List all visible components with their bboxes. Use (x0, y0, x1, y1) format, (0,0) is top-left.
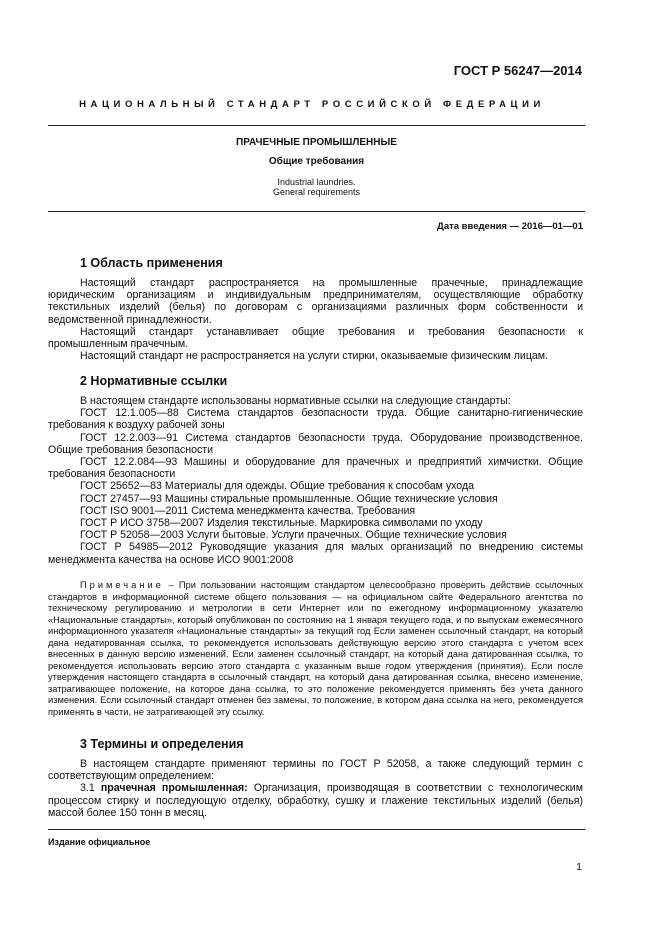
top-divider (48, 125, 585, 126)
reference-item: ГОСТ 12.2.084—93 Машины и оборудование для прачечных и предприятий химчистки. Общие требования безопасности (48, 456, 583, 481)
section-1-heading: 1 Область применения (80, 256, 223, 270)
section-3-heading: 3 Термины и определения (80, 737, 244, 751)
national-standard-heading: НАЦИОНАЛЬНЫЙ СТАНДАРТ РОССИЙСКОЙ ФЕДЕРАЦИИ (79, 99, 545, 110)
official-edition-label: Издание официальное (48, 837, 151, 847)
paragraph: В настоящем стандарте применяют термины по ГОСТ Р 52058, а также следующий термин с соответствующим определением: (48, 758, 583, 783)
title-divider (48, 211, 585, 212)
document-number: ГОСТ Р 56247—2014 (453, 63, 582, 78)
term-definition (48, 782, 583, 819)
reference-item: ГОСТ 27457—93 Машины стиральные промышленные. Общие технические условия (80, 492, 498, 505)
section-2-body (48, 395, 583, 566)
reference-item: ГОСТ 25652—83 Материалы для одежды. Общие требования к способам ухода (80, 480, 475, 493)
section-2-heading: 2 Нормативные ссылки (80, 374, 228, 388)
note-text: – При пользовании настоящим стандартом целесообразно проверить действие ссылочных стандартов в информационной системе общего пользования — на официальном сайте Федерального агентства по техническому регулированию и метрологии в сети Интернет или по ежегодному информационному указателю «Национальные стандарты», который опубликован по состоянию на 1 января текущего года, и по выпускам ежемесячного информационного указателя «Национальные стандарты» за текущий год Если заменен ссылочный стандарт, на который дана недатированная ссылка, то рекомендуется использовать действующую версию этого стандарта с учетом всех внесенных в данную версию изменений. Если заменен ссылочный стандарт, на который дана датированная ссылка, то рекомендуется использовать версию этого стандарта с указанным выше годом утверждения (принятия). Если после утверждения настоящего стандарта в ссылочный стандарт, на который дана датированная ссылка, внесено изменение, затрагивающее положение, на которое дана ссылка, то это положение рекомендуется применять без учета данного изменения. Если ссылочный стандарт отменен без замены, то положение, в котором дана ссылка на него, рекомендуется применять в части, не затрагивающей эту ссылку. (48, 580, 583, 717)
introduction-date: Дата введения — 2016—01—01 (437, 221, 583, 232)
english-title-line2: General requirements (272, 187, 361, 197)
reference-item: ГОСТ 12.1.005—88 Система стандартов безопасности труда. Общие санитарно-гигиенические требования к воздуху рабочей зоны (48, 407, 583, 432)
term-name: прачечная промышленная: (100, 782, 248, 795)
term-text: Организация, производящая в соответствии с технологическим процессом стирку и последующую отделку, обработку, сушку и глажение текстильных изделий (белья) массой более 150 тонн в месяц. (48, 782, 583, 819)
page-number: 1 (576, 861, 582, 873)
note-label: Примечание (80, 580, 164, 590)
paragraph: В настоящем стандарте использованы нормативные ссылки на следующие стандарты: (80, 395, 511, 407)
english-title-line1: Industrial laundries. (277, 177, 356, 187)
term-number: 3.1 (80, 782, 101, 795)
reference-item: ГОСТ Р 54985—2012 Руководящие указания для малых организаций по внедрению системы менеджмента качества на основе ИСО 9001:2008 (48, 541, 583, 566)
section-1-body (48, 277, 583, 362)
reference-item: ГОСТ ISO 9001—2011 Система менеджмента качества. Требования (80, 504, 416, 517)
reference-item: ГОСТ Р ИСО 3758—2007 Изделия текстильные. Маркировка символами по уходу (80, 517, 483, 530)
paragraph: Настоящий стандарт распространяется на промышленные прачечные, принадлежащие юридическим организациям и индивидуальным предпринимателям, осуществляющие обработку текстильных изделий (белья) по договорам с организациями различных форм собственности и ведомственной принадлежности. (48, 277, 583, 326)
paragraph: Настоящий стандарт не распространяется на услуги стирки, оказываемые физическим лицам. (80, 350, 549, 363)
section-3-body (48, 758, 583, 819)
reference-item: ГОСТ 12.2.003—91 Система стандартов безопасности труда. Оборудование производственное. Общие требования безопасности (48, 431, 583, 456)
footer-divider (48, 829, 585, 830)
reference-item: ГОСТ Р 52058—2003 Услуги бытовые. Услуги прачечных. Общие технические условия (80, 529, 507, 542)
paragraph: Настоящий стандарт устанавливает общие требования и требования безопасности к промышленным прачечным. (48, 325, 583, 351)
document-subtitle: Общие требования (268, 156, 365, 167)
document-title: ПРАЧЕЧНЫЕ ПРОМЫШЛЕННЫЕ (236, 137, 397, 148)
section-2-note (48, 580, 583, 718)
